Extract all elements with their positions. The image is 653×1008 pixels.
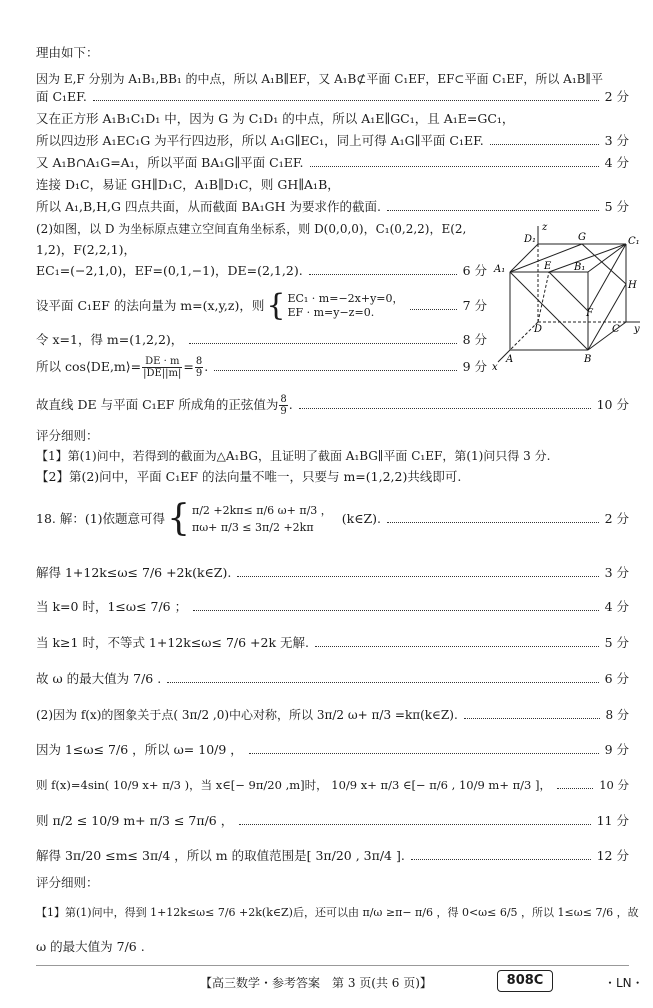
figure-label: z — [542, 222, 548, 233]
scored-line: 解得 1+12k≤ω≤ 7/6 +2k(k∈Z). 3 分 — [36, 565, 629, 580]
fraction: $\frac{DE \cdot m}{|DE||m|}$ — [143, 355, 182, 379]
score: 10 分 — [599, 778, 629, 792]
paper-code-badge: 808C — [497, 970, 553, 992]
footer-divider — [36, 965, 629, 966]
score: 8 分 — [605, 708, 629, 722]
figure-label: y — [634, 324, 640, 335]
scored-line: 令 x=1，得 m=(1,2,2)， 8 分 — [36, 332, 487, 347]
section-heading: 评分细则： — [36, 875, 99, 890]
scored-line: 故 ω 的最大值为 7/6 . 6 分 — [36, 671, 629, 686]
figure-label: D — [534, 324, 543, 335]
scored-line: 18. 解：(1)依题意可得 { π/2 +2kπ≤ π/6 ω+ π/3 ， πω+ π/3 ≤ 3π/2 +2kπ (k∈Z). 2 分 — [36, 498, 629, 539]
scored-line: 故直线 DE 与平面 C₁EF 所成角的正弦值为 $\frac{8}{9}$ . 10 分 — [36, 393, 629, 417]
score: 11 分 — [596, 813, 629, 828]
text-line: (2)如图，以 D 为坐标原点建立空间直角坐标系，则 D(0,0,0)，C₁(0,2,2)，E(2, — [36, 222, 467, 236]
cube-figure — [488, 222, 648, 372]
figure-label: C — [612, 324, 620, 335]
score: 8 分 — [462, 332, 487, 347]
score: 3 分 — [604, 133, 629, 148]
figure-label: D₁ — [524, 234, 537, 245]
scored-line: 则 π/2 ≤ 10/9 m+ π/3 ≤ 7π/6 ， 11 分 — [36, 813, 629, 828]
figure-label: B — [584, 354, 592, 365]
scored-line: 所以四边形 A₁EC₁G 为平行四边形，所以 A₁G∥EC₁，同上可得 A₁G∥平面 C₁EF. 3 分 — [36, 133, 629, 148]
score: 5 分 — [604, 635, 629, 650]
text-line: 1,2)，F(2,2,1)， — [36, 242, 136, 257]
scored-line: 所以 cos⟨DE,m⟩= $\frac{DE \cdot m}{|DE||m|}$ = $\frac{8}{9}$ . 9 分 — [36, 355, 487, 379]
fraction: $\frac{8}{9}$ — [195, 355, 203, 379]
figure-label: E — [544, 261, 552, 272]
scored-line: 解得 3π/20 ≤m≤ 3π/4 ，所以 m 的取值范围是[ 3π/20 , 3π/4 ]. 12 分 — [36, 848, 629, 863]
scored-line: 又 A₁B∩A₁G=A₁，所以平面 BA₁G∥平面 C₁EF. 4 分 — [36, 155, 629, 170]
score: 2 分 — [604, 511, 629, 526]
section-heading: 评分细则： — [36, 428, 99, 443]
footer-title: 【高三数学・参考答案 第 3 页(共 6 页)】 — [200, 976, 432, 990]
score: 12 分 — [596, 848, 629, 863]
score: 2 分 — [604, 89, 629, 104]
scored-line: 所以 A₁,B,H,G 四点共面，从而截面 BA₁GH 为要求作的截面. 5 分 — [36, 199, 629, 214]
figure-label: A — [506, 354, 514, 365]
text-line: 【1】第(1)问中，得到 1+12k≤ω≤ 7/6 +2k(k∈Z)后，还可以由 π/ω ≥π− π/6 ，得 0<ω≤ 6/5 ，所以 1≤ω≤ 7/6 ，故 — [36, 906, 639, 919]
equation-system: { EC₁ · m=−2x+y=0， EF · m=y−z=0. — [266, 288, 404, 323]
scored-line: 设平面 C₁EF 的法向量为 m=(x,y,z)，则 { EC₁ · m=−2x+y=0， EF · m=y−z=0. 7 分 — [36, 288, 487, 323]
figure-label: A₁ — [494, 264, 506, 275]
score: 4 分 — [604, 599, 629, 614]
text-line: 【1】第(1)问中，若得到的截面为△A₁BG，且证明了截面 A₁BG∥平面 C₁EF，第(1)问只得 3 分. — [36, 449, 551, 463]
score: 9 分 — [462, 359, 487, 374]
score: 6 分 — [462, 263, 487, 278]
score: 6 分 — [604, 671, 629, 686]
fraction: $\frac{8}{9}$ — [280, 393, 287, 417]
figure-label: C₁ — [628, 236, 640, 247]
figure-label: B₁ — [574, 262, 586, 273]
score: 10 分 — [596, 397, 629, 412]
text-line: ω 的最大值为 7/6 . — [36, 939, 145, 954]
figure-label: x — [492, 362, 498, 372]
text-line: 【2】第(2)问中，平面 C₁EF 的法向量不唯一，只要与 m=(1,2,2)共线即可. — [36, 469, 462, 484]
scored-line: (2)因为 f(x)的图象关于点( 3π/2 ,0)中心对称，所以 3π/2 ω+ π/3 =kπ(k∈Z). 8 分 — [36, 708, 629, 722]
score: 3 分 — [604, 565, 629, 580]
scored-line: 则 f(x)=4sin( 10/9 x+ π/3 )，当 x∈[− 9π/20 ,m]时， 10/9 x+ π/3 ∈[− π/6 , 10/9 m+ π/3 ]， 10 分 — [36, 778, 629, 792]
scored-line: 当 k≥1 时，不等式 1+12k≤ω≤ 7/6 +2k 无解. 5 分 — [36, 635, 629, 650]
region-tag: ・LN・ — [604, 976, 644, 990]
figure-label: G — [578, 232, 586, 243]
score: 7 分 — [462, 298, 487, 313]
score: 4 分 — [604, 155, 629, 170]
text-line: 连接 D₁C，易证 GH∥D₁C，A₁B∥D₁C，则 GH∥A₁B， — [36, 177, 340, 192]
score: 9 分 — [604, 742, 629, 757]
score: 5 分 — [604, 199, 629, 214]
equation-system: { π/2 +2kπ≤ π/6 ω+ π/3 ， πω+ π/3 ≤ 3π/2 +2kπ — [167, 498, 332, 539]
figure-label: F — [586, 308, 593, 319]
scored-line: EC₁=(−2,1,0)，EF=(0,1,−1)，DE=(2,1,2). 6 分 — [36, 263, 487, 278]
scored-line: 因为 1≤ω≤ 7/6 ，所以 ω= 10/9 ， 9 分 — [36, 742, 629, 757]
scored-line: 面 C₁EF. 2 分 — [36, 89, 629, 104]
text-line: 理由如下： — [36, 45, 99, 60]
scored-line: 当 k=0 时，1≤ω≤ 7/6 ； 4 分 — [36, 599, 629, 614]
figure-label: H — [628, 280, 637, 291]
text-line: 因为 E,F 分别为 A₁B₁,BB₁ 的中点，所以 A₁B∥EF，又 A₁B⊄平面 C₁EF，EF⊂平面 C₁EF，所以 A₁B∥平 — [36, 72, 604, 86]
text-line: 又在正方形 A₁B₁C₁D₁ 中，因为 G 为 C₁D₁ 的中点，所以 A₁E∥GC₁，且 A₁E=GC₁， — [36, 111, 515, 126]
